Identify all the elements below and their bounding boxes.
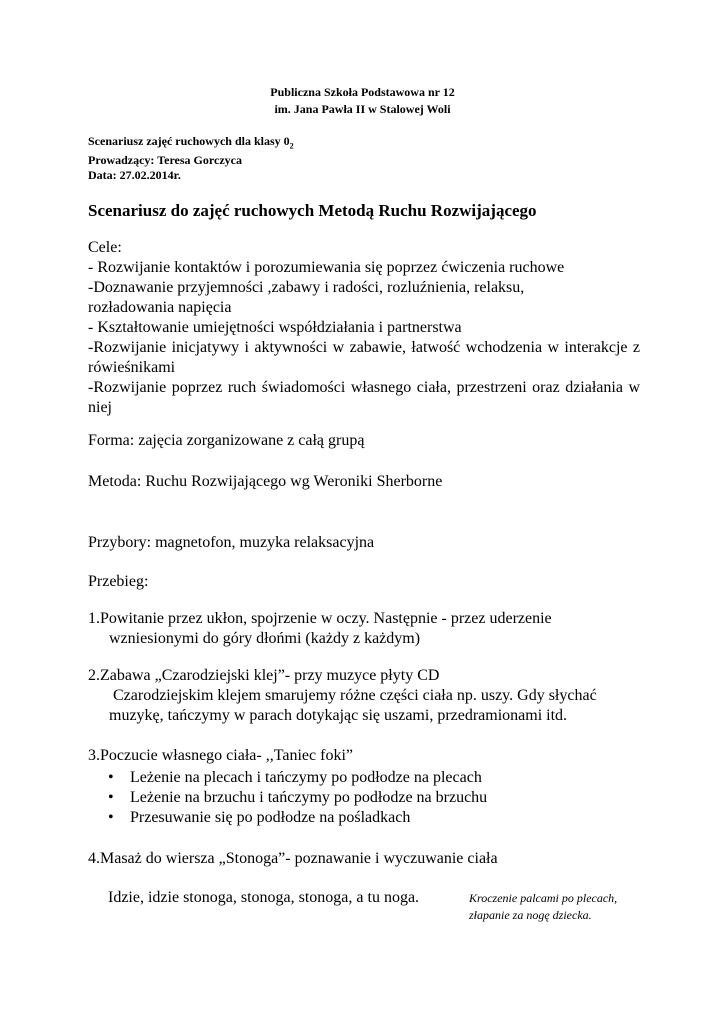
step-item bbox=[88, 666, 648, 726]
scenario-meta bbox=[88, 134, 648, 183]
step-text: muzykę, tańczymy w parach dotykając się uszami, przedramionami itd. bbox=[109, 707, 568, 724]
step-text: wzniesionymi do góry dłońmi (każdy z każdym) bbox=[109, 630, 421, 647]
goal-item: - Rozwijanie kontaktów i porozumiewania się poprzez ćwiczenia ruchowe bbox=[88, 259, 565, 276]
bullet-list bbox=[108, 768, 608, 828]
poem-line: Idzie, idzie stonoga, stonoga, stonoga, a tu noga. bbox=[108, 889, 420, 906]
step-text: Masaż do wiersza „Stonoga”- poznawanie i wyczuwanie ciała bbox=[100, 850, 498, 867]
document-title: Scenariusz do zajęć ruchowych Metodą Ruchu Rozwijającego bbox=[88, 201, 537, 220]
bullet-item: • Leżenie na brzuchu i tańczymy po podłodze na brzuchu bbox=[108, 789, 488, 806]
step-number: 4. bbox=[88, 850, 100, 867]
scenario-date: Data: 27.02.2014r. bbox=[88, 168, 181, 183]
przebieg-heading: Przebieg: bbox=[88, 573, 149, 590]
step-text: Zabawa „Czarodziejski klej”- przy muzyce płyty CD bbox=[100, 667, 440, 684]
goal-item: -Doznawanie przyjemności ,zabawy i radości, rozluźnienia, relaksu, rozładowania napięcia bbox=[88, 279, 525, 316]
forma-line: Forma: zajęcia zorganizowane z całą grupą bbox=[88, 432, 365, 449]
goals-section bbox=[88, 238, 640, 418]
bullet-item: • Przesuwanie się po podłodze na pośladkach bbox=[108, 809, 411, 826]
step-number: 2. bbox=[88, 667, 100, 684]
step-text: Poczucie własnego ciała- ,,Taniec foki” bbox=[100, 747, 353, 764]
goal-item: -Rozwijanie poprzez ruch świadomości własnego ciała, przestrzeni oraz działania w niej bbox=[88, 379, 640, 416]
goals-heading: Cele: bbox=[88, 239, 122, 256]
goal-item: -Rozwijanie inicjatywy i aktywności w zabawie, łatwość wchodzenia w interakcje z rówieśnikami bbox=[88, 339, 640, 376]
metoda-line: Metoda: Ruchu Rozwijającego wg Weroniki Sherborne bbox=[88, 473, 443, 490]
scenario-class: Scenariusz zajęć ruchowych dla klasy $0_2$ bbox=[88, 134, 294, 151]
school-name: Publiczna Szkoła Podstawowa nr 12 bbox=[270, 85, 455, 99]
school-header bbox=[0, 84, 725, 118]
bullet-item: • Leżenie na plecach i tańczymy po podłodze na plecach bbox=[108, 769, 482, 786]
goal-item: - Kształtowanie umiejętności współdziałania i partnerstwa bbox=[88, 319, 462, 336]
przybory-line: Przybory: magnetofon, muzyka relaksacyjna bbox=[88, 534, 375, 551]
step-text: Powitanie przez ukłon, spojrzenie w oczy. Następnie - przez uderzenie bbox=[100, 610, 552, 627]
school-patron: im. Jana Pawła II w Stalowej Woli bbox=[274, 102, 451, 116]
poem-note: Kroczenie palcami po plecach, złapanie za nogę dziecka. bbox=[469, 891, 618, 922]
step-item bbox=[88, 849, 648, 869]
bullet-icon: • bbox=[108, 769, 114, 786]
class-subscript: 2 bbox=[289, 141, 294, 151]
bullet-icon: • bbox=[108, 809, 114, 826]
step-item bbox=[88, 609, 648, 649]
bullet-icon: • bbox=[108, 789, 114, 806]
scenario-leader: Prowadzący: Teresa Gorczyca bbox=[88, 153, 242, 168]
step-item bbox=[88, 746, 648, 766]
step-number: 3. bbox=[88, 747, 100, 764]
step-text: Czarodziejskim klejem smarujemy różne części ciała np. uszy. Gdy słychać bbox=[113, 687, 597, 704]
step-number: 1. bbox=[88, 610, 100, 627]
